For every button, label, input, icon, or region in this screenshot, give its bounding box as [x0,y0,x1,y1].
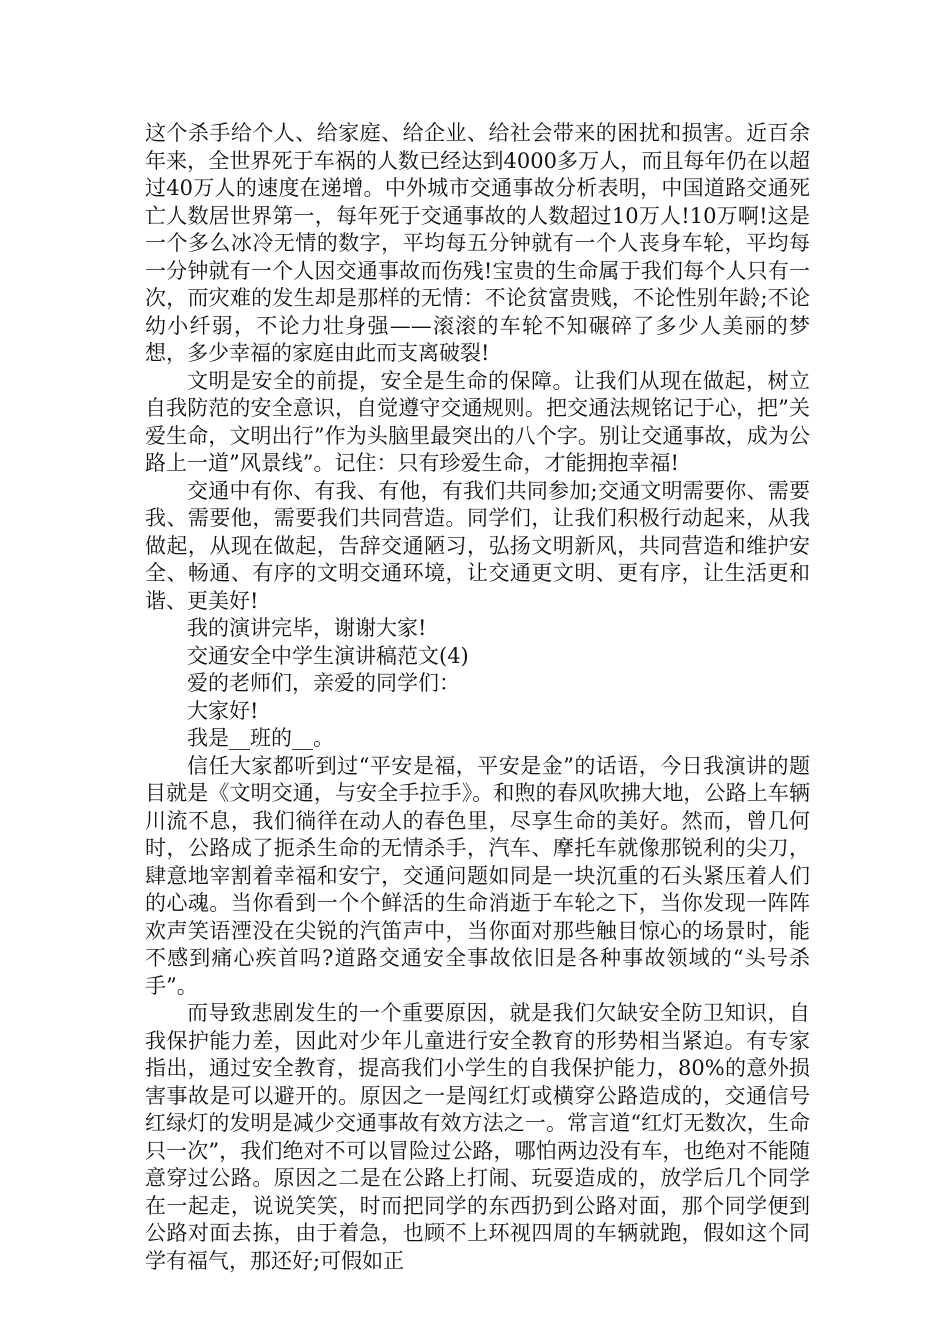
paragraph-traffic-together: 交通中有你、有我、有他，有我们共同参加;交通文明需要你、需要我、需要他，需要我们共同营造。同学们，让我们积极行动起来，从我做起，从现在做起，告辞交通陋习，弘扬文明新风，共同营造和维护安全、畅通、有序的文明交通环境，让交通更文明、更有序，让生活更和谐、更美好! [145,478,810,613]
paragraph-accident-causes: 而导致悲剧发生的一个重要原因，就是我们欠缺安全防卫知识，自我保护能力差，因此对少年儿童进行安全教育的形势相当紧迫。有专家指出，通过安全教育，提高我们小学生的自我保护能力，80%的意外损害事故是可以避开的。原因之一是闯红灯或横穿公路造成的，交通信号红绿灯的发明是减少交通事故有效方法之一。常言道“红灯无数次，生命只一次”，我们绝对不可以冒险过公路，哪怕两边没有车，也绝对不能随意穿过公路。原因之二是在公路上打闹、玩耍造成的，放学后几个同学在一起走，说说笑笑，时而把同学的东西扔到公路对面，那个同学便到公路对面去拣，由于着急，也顾不上环视四周的车辆就跑，假如这个同学有福气，那还好;可假如正 [145,1001,810,1273]
paragraph-civilization-safety: 文明是安全的前提，安全是生命的保障。让我们从现在做起，树立自我防范的安全意识，自觉遵守交通规则。把交通法规铭记于心，把”关爱生命，文明出行”作为头脑里最突出的八个字。别让交通事故，成为公路上一道”风景线”。记住：只有珍爱生命，才能拥抱幸福! [145,368,810,475]
document-body [145,120,810,1275]
self-introduction: 我是__班的__。 [187,726,334,750]
paragraph-continued: 这个杀手给个人、给家庭、给企业、给社会带来的困扰和损害。近百余年来，全世界死于车祸的人数已经达到4000多万人，而且每年仍在以超过40万人的速度在递增。中外城市交通事故分析表明，中国道路交通死亡人数居世界第一，每年死于交通事故的人数超过10万人!10万啊!这是一个多么冰冷无情的数字，平均每五分钟就有一个人丧身车轮，平均每一分钟就有一个人因交通事故而伤残!宝贵的生命属于我们每个人只有一次，而灾难的发生却是那样的无情：不论贫富贵贱，不论性别年龄;不论幼小纤弱，不论力壮身强——滚滚的车轮不知碾碎了多少人美丽的梦想，多少幸福的家庭由此而支离破裂! [145,121,810,365]
paragraph-speech-topic: 信任大家都听到过“平安是福，平安是金”的话语，今日我演讲的题目就是《文明交通，与安全手拉手》。和煦的春风吹拂大地，公路上车辆川流不息，我们徜徉在动人的春色里，尽享生命的美好。然而，曾几何时，公路成了扼杀生命的无情杀手，汽车、摩托车就像那锐利的尖刀，肆意地宰割着幸福和安宁，交通问题如同是一块沉重的石头紧压着人们的心魂。当你看到一个个鲜活的生命消逝于车轮之下，当你发现一阵阵欢声笑语湮没在尖锐的汽笛声中，当你面对那些触目惊心的场景时，能不感到痛心疾首吗?道路交通安全事故依旧是各种事故领域的“头号杀手”。 [145,753,810,998]
greeting: 大家好! [187,698,259,723]
salutation: 爱的老师们，亲爱的同学们： [187,671,460,695]
section-title: 交通安全中学生演讲稿范文(4) [187,643,469,668]
paragraph-closing: 我的演讲完毕，谢谢大家! [187,616,427,640]
